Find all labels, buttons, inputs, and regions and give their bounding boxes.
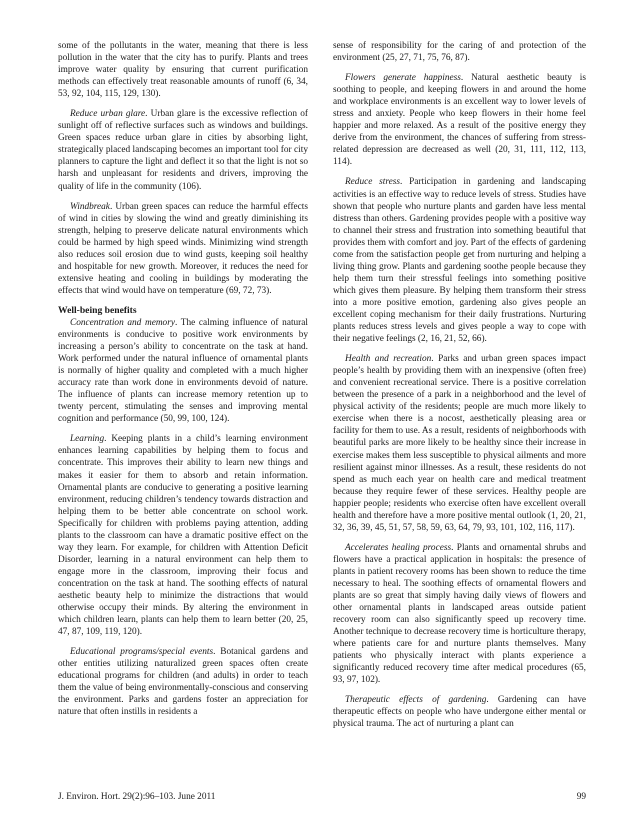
paragraph-windbreak xyxy=(58,201,308,297)
paragraph-urban-glare xyxy=(58,108,308,192)
paragraph-health-recreation xyxy=(333,353,586,534)
paragraph-educational-programs xyxy=(58,646,308,718)
paragraph-title: Reduce urban glare xyxy=(70,109,146,120)
page-footer xyxy=(58,792,586,802)
paragraph-text: . Natural aesthetic beauty is soothing to people, and keeping flowers in and around the home and workplace environments is an excellent way to lower levels of stress and anxiety. People who keep flowers in their home feel happier and more relaxed. As a result of the positive energy they derive from the environment, the chances of suffering from stress-related depression are decreased as well (20, 31, 111, 112, 113, 114). xyxy=(333,73,586,168)
paragraph-text: . Parks and urban green spaces impact people’s health by providing them with an inexpensive (often free) and convenient recreational service. There is a positive correlation between the presence of a park in a neighborhood and the level of physical activity of the residents; people are much more likely to exercise when there is a nocost, aesthetically pleasing area or facility for them to use. As a result, residents of neighborhoods with beautiful parks are more likely to be healthy since their increase in exercise makes them less susceptible to physical ailments and more resilient against minor illnesses. As a result, these residents do not spend as much each year on health care and medical treatment because they require fewer of these services. Healthy people are happier people; residents who exercise often have excellent overall health and therefore have a more positive mental outlook (1, 20, 21, 32, 36, 39, 45, 51, 57, 58, 59, 63, 64, 79, 93, 101, 102, 116, 117). xyxy=(333,354,586,533)
left-column xyxy=(58,40,308,718)
paragraph-learning xyxy=(58,433,308,638)
page-number: 99 xyxy=(576,792,586,802)
paragraph-title: Educational programs/special events xyxy=(70,647,214,658)
paragraph-title: Therapeutic effects of gardening xyxy=(345,695,487,706)
paragraph-responsibility xyxy=(333,40,586,64)
paragraph-text: . Keeping plants in a child’s learning environment enhances learning capabilities by helping them to focus and concentrate. This improves their ability to learn new things and makes it easier for them to absorb and retain information. Ornamental plants are conducive to generating a positive learning environment, reducing children’s tendency towards distraction and helping them to be better able concentrate on school work. Specifically for children with problems paying attention, adding plants to the classroom can have a dramatic positive effect on the way they learn. For example, for children with Attention Deficit Disorder, learning in a natural environment can help them to engage more in the classroom, improving their focus and concentration on the task at hand. The soothing effects of natural aesthetic beauty help to minimize the distractions that would otherwise occupy their minds. By altering the environment in which children learn, plants can help them to learn better (20, 25, 47, 87, 109, 119, 120). xyxy=(58,434,308,638)
paragraph-text: sense of responsibility for the caring of and protection of the environment (25, 27, 71, 75, 76, 87). xyxy=(333,41,586,64)
paragraph-title: Concentration and memory xyxy=(70,317,175,328)
paragraph-text: some of the pollutants in the water, meaning that there is less pollution in the water that the city has to purify. Plants and trees improve water quality by ensuring that current purification methods can effectively treat reasonable amounts of runoff (6, 34, 53, 92, 104, 115, 129, 130). xyxy=(58,41,308,100)
paragraph-therapeutic xyxy=(333,694,586,730)
paragraph-text: . Botanical gardens and other entities utilizing naturalized green spaces often create educational programs for children (and adults) in order to teach them the value of being environmentally-conscious and conserving the environment. Parks and gardens foster an appreciation for nature that often instills in residents a xyxy=(58,647,308,718)
paragraph-text: . Urban glare is the excessive reflection of sunlight off of reflective surfaces such as windows and buildings. Green spaces reduce urban glare in cities by absorbing light, strategically placed landscaping becomes an important tool for city planners to capture the light and deflect it so that the light is not so harsh and unpleasant for residents and drivers, improving the quality of life in the community (106). xyxy=(58,109,308,192)
paragraph-text: . The calming influence of natural environments is conducive to positive work environments by increasing a person’s ability to concentrate on the task at hand. Work performed under the natural influence of ornamental plants is normally of higher quality and completed with a much higher accuracy rate than work done in environments devoid of nature. The influence of plants can increase memory retention up to twenty percent, stimulating the senses and improving mental cognition and performance (50, 99, 100, 124). xyxy=(58,317,308,425)
paragraph-flowers-happiness xyxy=(333,72,586,168)
paragraph-text: . Participation in gardening and landscaping activities is an effective way to reduce levels of stress. Studies have shown that people who nurture plants and garden have less mental distress than others. Gardening provides people with a positive way to channel their stress and frustration into something beautiful that provides them with comfort and joy. Part of the effects of gardening come from the satisfaction people get from nurturing and helping a living thing grow. Plants and gardening soothe people because they help them turn their stressful feelings into something positive which gives them pleasure. By helping them transform their stress into a more positive emotion, gardening also gives people an excellent coping mechanism for their daily frustrations. Nurturing plants reduces stress levels and gives people a way to cope with their negative feelings (2, 16, 21, 52, 66). xyxy=(333,177,587,345)
paragraph-title: Flowers generate happiness xyxy=(345,73,461,84)
paragraph-healing xyxy=(333,542,586,687)
right-column xyxy=(333,40,586,731)
paragraph-text: . Urban green spaces can reduce the harmful effects of wind in cities by slowing the wind and greatly diminishing its strength, helping to preserve delicate natural environments which could be harmed by high speed winds. Minimizing wind strength also reduces soil erosion due to wind gusts, keeping soil healthy and hospitable for new growth. Moreover, it reduces the need for extensive heating and cooling in buildings by moderating the effects that wind would have on temperature (69, 72, 73). xyxy=(58,201,308,296)
paragraph-text: . Gardening can have therapeutic effects on people who have undergone either mental or physical trauma. The act of nurturing a plant can xyxy=(333,695,586,730)
paragraph-text: . Plants and ornamental shrubs and flowers have a practical application in hospitals: the presence of plants in patient recovery rooms has been shown to reduce the time necessary to heal. The soothing effects of ornamental flowers and plants are so great that simply having daily views of flowers and other ornamental plants in landscaped areas outside patient recovery room can also significantly speed up recovery time. Another technique to decrease recovery time is horticulture therapy, where patients care for and nurture plants themselves. Many patients who physically interact with plants experience a significantly reduced recovery time after medical procedures (65, 93, 97, 102). xyxy=(333,542,586,686)
journal-citation: J. Environ. Hort. 29(2):96–103. June 2011 xyxy=(58,792,216,802)
paragraph-concentration xyxy=(58,317,308,425)
paragraph-title: Reduce stress xyxy=(345,177,400,188)
paragraph-title: Learning xyxy=(70,434,105,445)
paragraph-title: Health and recreation xyxy=(345,354,432,365)
paragraph-reduce-stress xyxy=(333,176,586,345)
paragraph-water-quality xyxy=(58,40,308,100)
paragraph-title: Accelerates healing process xyxy=(345,542,452,553)
paragraph-title: Windbreak xyxy=(70,201,110,212)
section-heading: Well-being benefits xyxy=(58,304,137,316)
